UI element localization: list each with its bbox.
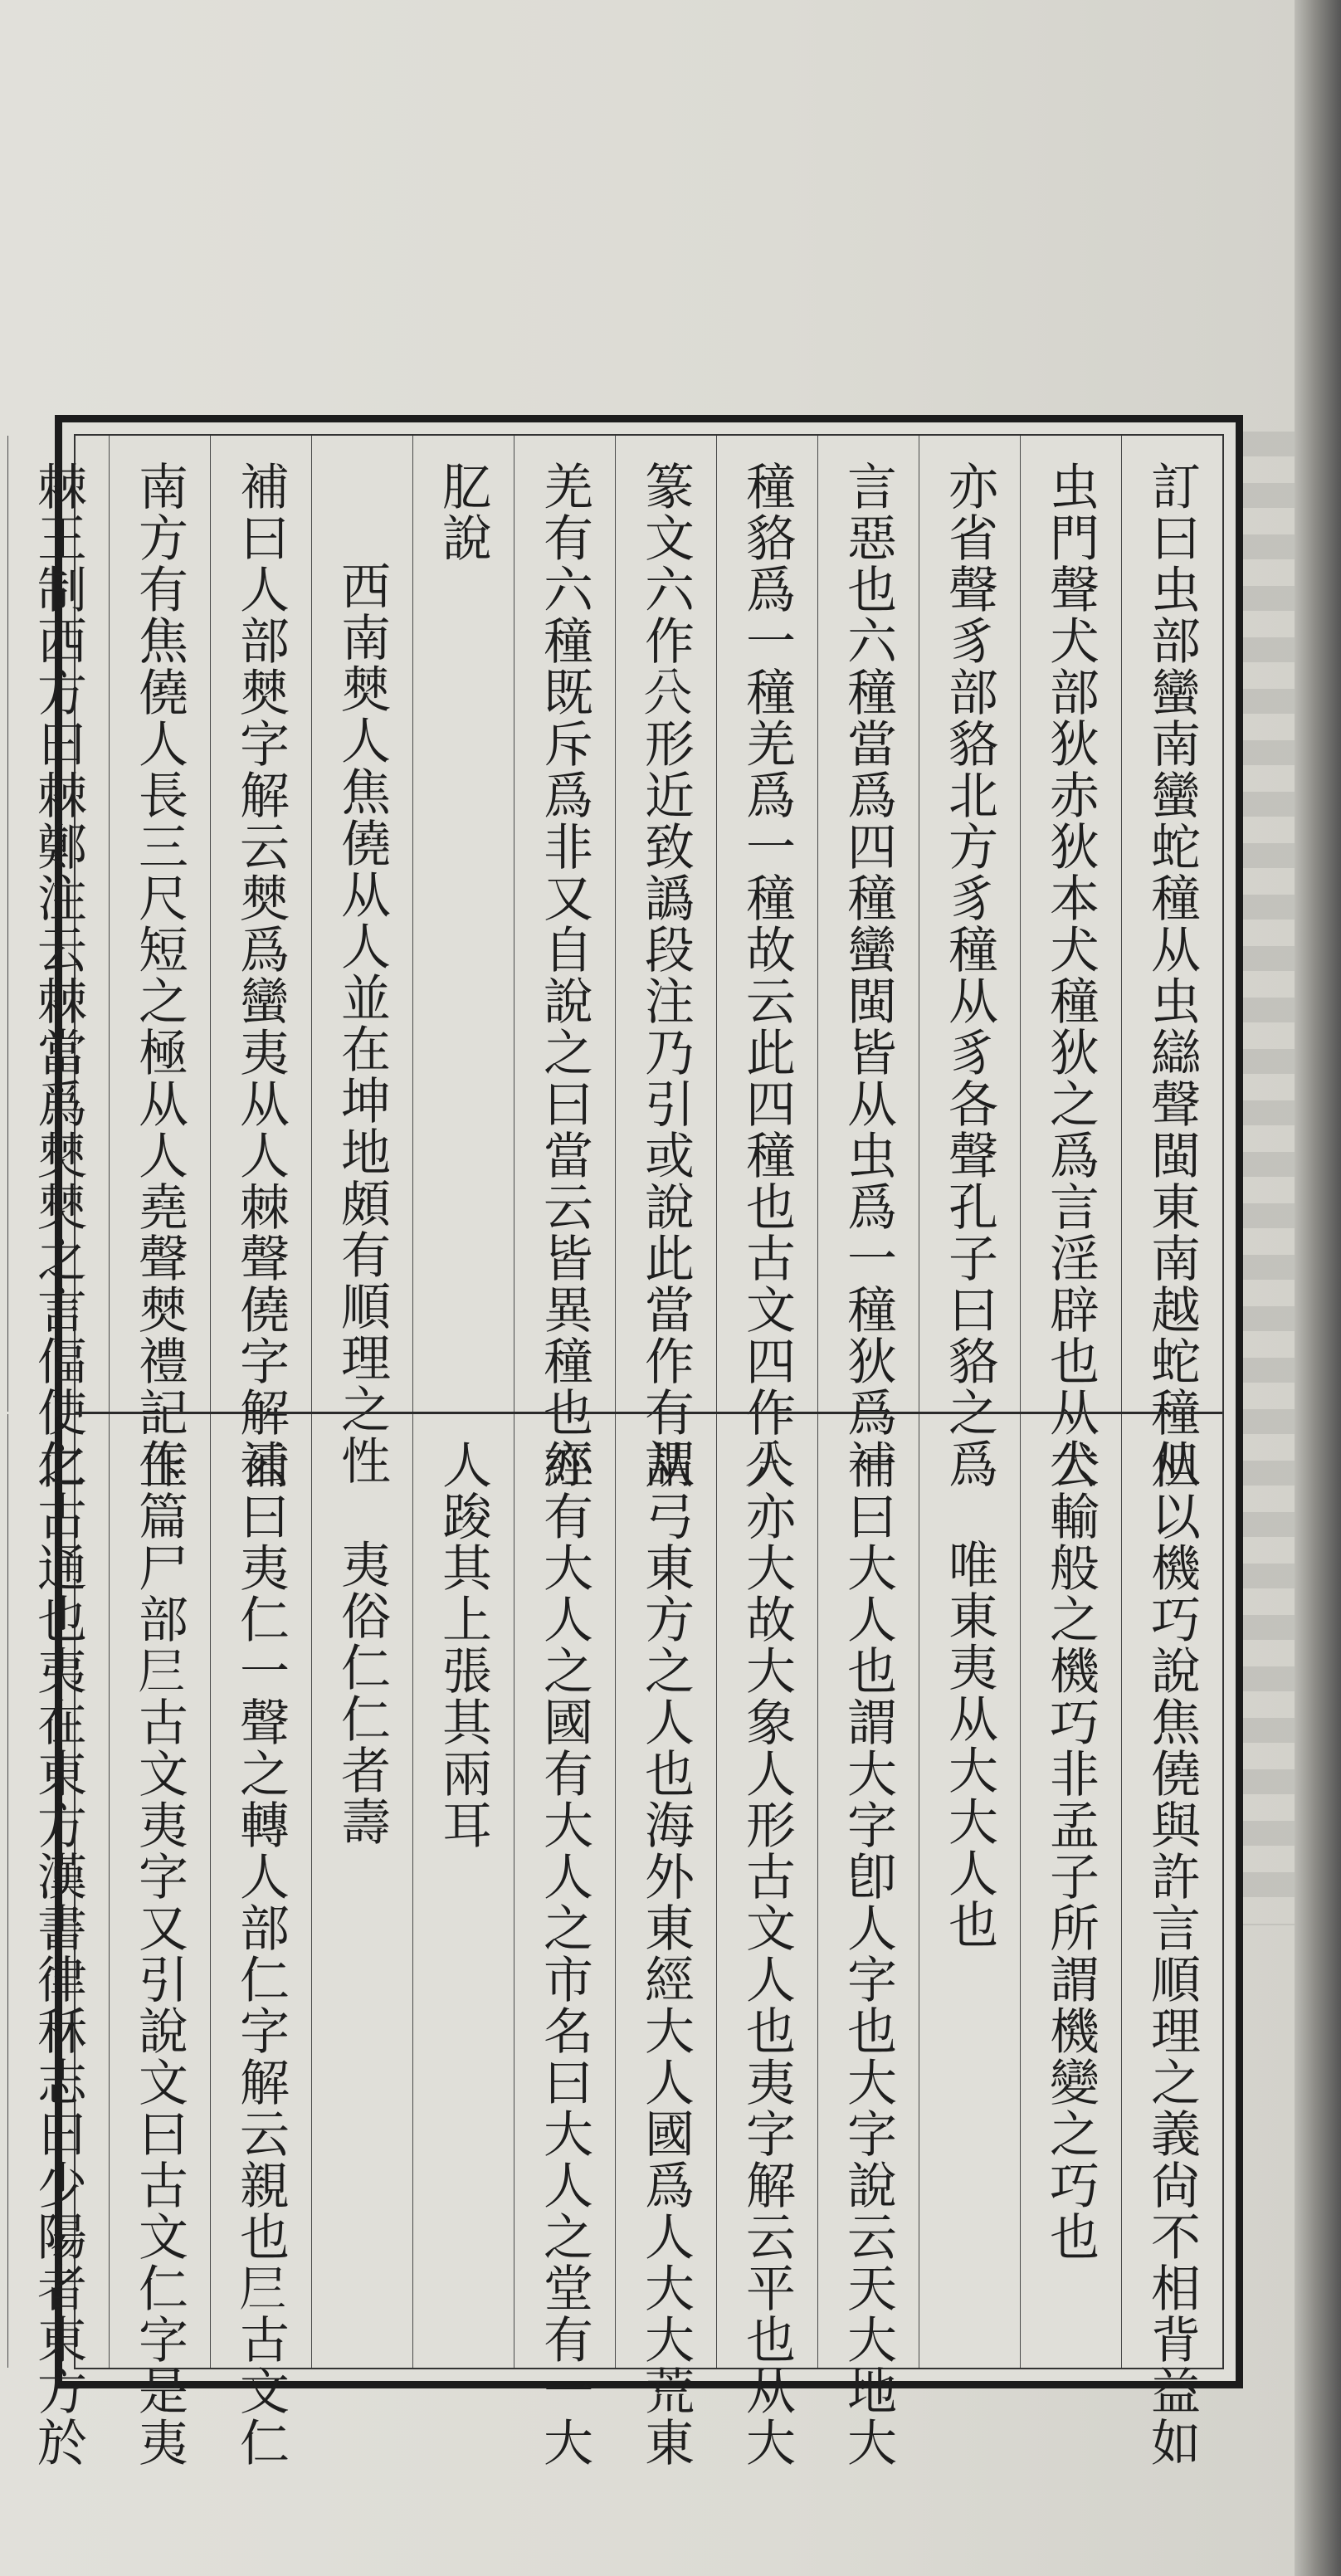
inner-border (29, 434, 1224, 2468)
text-column: 唯東夷从大大人也 (919, 1414, 1020, 2368)
text-column: 仁古通也夷在東方漢書律秝志曰少陽者東方於 (7, 1414, 109, 2368)
text-column: 補曰夷仁一聲之轉人部仁字解云親也𡰥古文仁 (210, 1414, 311, 2368)
text-column: 補曰大人也謂大字卽人字也大字說云天大地大 (817, 1414, 919, 2368)
text-column: 羌有六穜既斥爲非又自說之曰當云皆異穜也亦 (514, 436, 615, 1412)
text-column: 虫門聲犬部狄赤狄本犬穜狄之爲言淫辟也从犬 (1020, 436, 1121, 1412)
text-column: 但以機巧說焦僥與許言順理之義尙不相背益如 (1121, 1414, 1222, 2368)
text-column: 補曰人部僰字解云僰爲蠻夷从人棘聲僥字解云 (210, 436, 311, 1412)
text-column: 經有大人之國有大人之市名曰大人之堂有一大 (514, 1414, 615, 2368)
text-column: 从弓東方之人也海外東經大人國爲人大大荒東 (615, 1414, 716, 2368)
upper-register (29, 436, 1222, 1490)
text-column: 訂曰虫部蠻南蠻蛇穜从虫䜌聲閩東南越蛇穜从 (1121, 436, 1222, 1412)
text-column: 西南僰人焦僥从人並在坤地頗有順理之性 (311, 436, 412, 1412)
text-column: 玉篇尸部𡰥古文夷字又引說文曰古文仁字是夷 (109, 1414, 210, 2368)
text-column: 篆文六作𠔁形近致譌段注乃引或說此當作有謂 (615, 436, 716, 1412)
text-frame (29, 415, 1243, 2468)
text-column: 棘王制西方曰棘鄭注云棘當爲僰僰之言偪使之 (7, 436, 109, 1412)
text-column: 人踆其上張其兩耳 (412, 1414, 514, 2368)
text-column: 南方有焦僥人長三尺短之極从人堯聲僰禮記作 (109, 436, 210, 1412)
text-column (0, 436, 7, 1412)
text-column: 人亦大故大象人形古文人也夷字解云平也从大 (716, 1414, 817, 2368)
text-column: 亦省聲豸部貉北方豸穜从豸各聲孔子曰貉之爲 (919, 436, 1020, 1412)
text-column: 肊說 (412, 436, 514, 1412)
text-column (0, 1414, 7, 2368)
book-spine (1295, 0, 1341, 2576)
text-column: 公輸般之機巧非孟子所謂機變之巧也 (1020, 1414, 1121, 2368)
text-column: 夷俗仁仁者壽 (311, 1414, 412, 2368)
text-column: 穜貉爲一穜羌爲一穜故云此四穜也古文四作𠔁 (716, 436, 817, 1412)
text-column: 言惡也六穜當爲四穜蠻閩皆从虫爲一穜狄爲一 (817, 436, 919, 1412)
lower-register (29, 1414, 1222, 2468)
